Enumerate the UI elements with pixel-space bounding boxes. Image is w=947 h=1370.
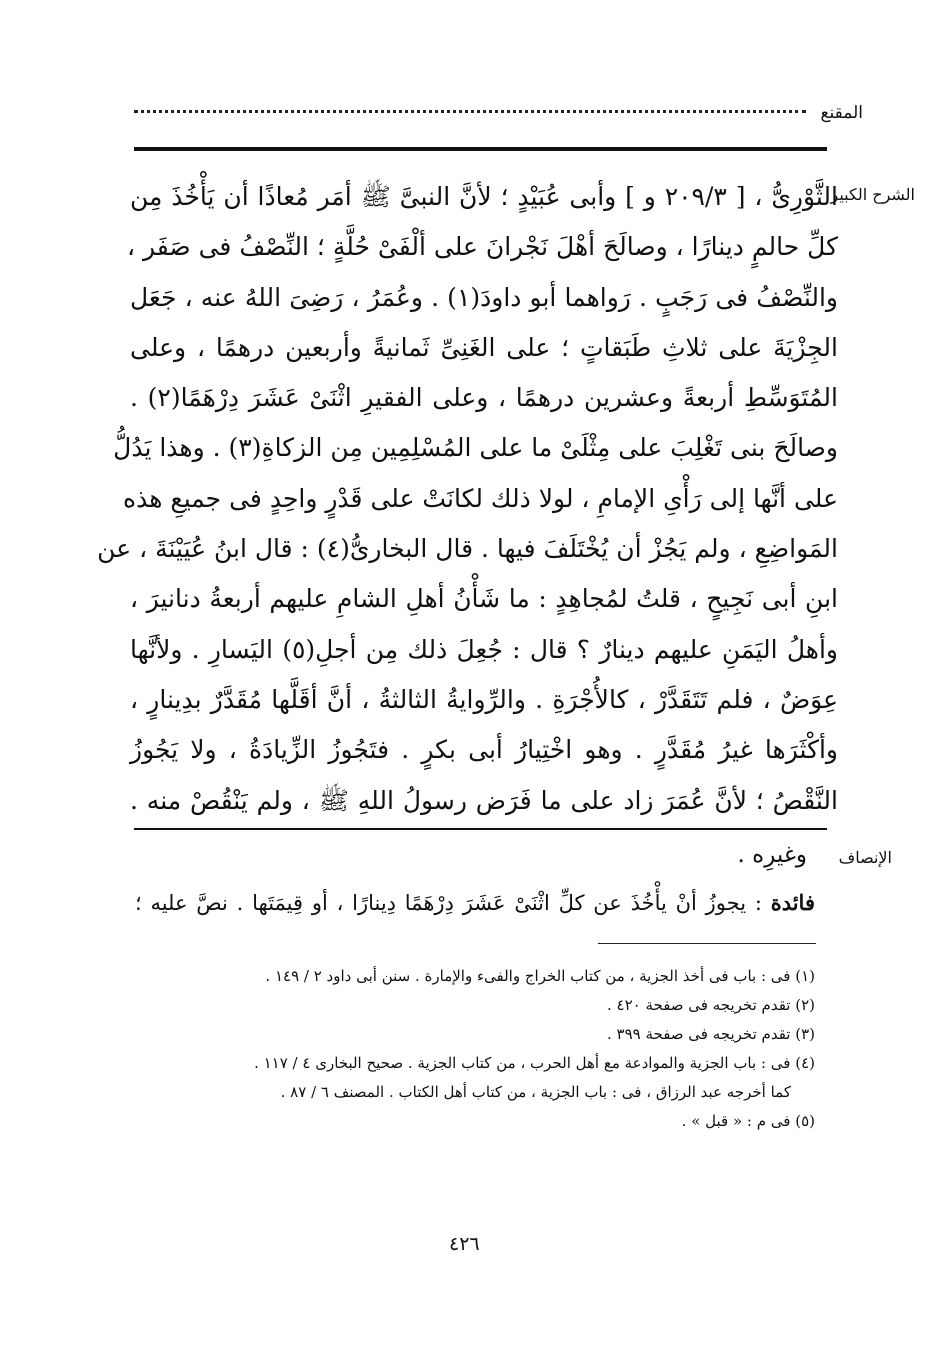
text-line: وصالَحَ بنى تَغْلِبَ على مِثْلَىْ ما على المُسْلِمِين مِن الزكاةِ(٣) . وهذا يَدُلُّ bbox=[113, 433, 838, 463]
faida-label: فائدة bbox=[770, 890, 815, 915]
footnote: (٥) فى م : « قبل » . bbox=[681, 1112, 815, 1130]
side-label-sharh: الشرح الكبير bbox=[830, 185, 915, 204]
text-line: وأكْثَرَها غيرُ مُقَدَّرٍ . وهو اخْتِيارُ أبى بكرٍ . فتَجُوزُ الزِّيادَةُ ، ولا يَجُوزُ bbox=[130, 735, 838, 765]
text-line: المَواضِعِ ، ولم يَجُزْ أن يُخْتَلَفَ فيها . قال البخارىُّ(٤) : قال ابنُ عُيَيْنَةَ ، عن bbox=[97, 534, 838, 564]
section-divider bbox=[134, 828, 827, 830]
text-line: ابنِ أبى نَجِيحٍ ، قلتُ لمُجاهِدٍ : ما شَأْنُ أهلِ الشامِ عليهم أربعةُ دنانيرَ ، bbox=[130, 584, 838, 614]
text-line: المُتَوَسِّطِ أربعةً وعشرين درهمًا ، وعلى الفقيرِ اثْنَىْ عَشَرَ دِرْهَمًا(٢) . bbox=[130, 383, 838, 413]
side-label-insaf: الإنصاف bbox=[838, 848, 892, 867]
footnote-rule bbox=[598, 943, 816, 944]
footnote: (١) فى : باب فى أخذ الجزية ، من كتاب الخراج والفىء والإمارة . سنن أبى داود ٢ / ١٤٩ . bbox=[265, 967, 815, 985]
book-title: المقنع bbox=[820, 103, 863, 123]
text-line: الجِزْيَةَ على ثلاثِ طَبَقاتٍ ؛ على الغَنِىِّ ثَمانيةً وأربعين درهمًا ، وعلى bbox=[130, 332, 838, 362]
page-number: ٤٢٦ bbox=[449, 1233, 480, 1255]
header-dotted-leader bbox=[134, 110, 806, 113]
text-line: النَّقْصُ ؛ لأنَّ عُمَرَ زاد على ما فَرَض رسولُ اللهِ ﷺ ، ولم يَنْقُصْ منه . bbox=[130, 785, 838, 815]
header-rule bbox=[134, 147, 827, 151]
text-line: وأهلُ اليَمَنِ عليهم دينارٌ ؟ قال : جُعِلَ ذلك مِن أجلِ(٥) اليَسارِ . ولأنَّها bbox=[130, 634, 838, 664]
faida-text: : يجوزُ أنْ يأْخُذَ عن كلِّ اثْنَىْ عَشَرَ دِرْهَمًا دِينارًا ، أو قِيمَتَها . نصَّ عليه ؛ bbox=[135, 891, 762, 915]
footnote: (٤) فى : باب الجزية والموادعة مع أهل الحرب ، من كتاب الجزية . صحيح البخارى ٤ / ١١٧ . bbox=[254, 1054, 815, 1072]
insaf-text: وغيرِه . bbox=[737, 842, 807, 868]
text-line: عِوَضٌ ، فلم تَتَقَدَّرْ ، كالأُجْرَةِ . والرِّوايةُ الثالثةُ ، أنَّ أقَلَّها مُقَدَّرٌ بدِينارٍ ، bbox=[130, 684, 838, 714]
footnotes bbox=[195, 962, 815, 1136]
text-line: على أنَّها إلى رَأْىِ الإمامِ ، لولا ذلك لكانَتْ على قَدْرٍ واحِدٍ فى جميعِ هذه bbox=[123, 483, 838, 513]
footnote: (٣) تقدم تخريجه فى صفحة ٣٩٩ . bbox=[606, 1025, 815, 1043]
footnote: (٢) تقدم تخريجه فى صفحة ٤٢٠ . bbox=[606, 996, 815, 1014]
footnote: كما أخرجه عبد الرزاق ، فى : باب الجزية ، من كتاب أهل الكتاب . المصنف ٦ / ٨٧ . bbox=[280, 1083, 791, 1101]
text-line: كلِّ حالمٍ دينارًا ، وصالَحَ أهْلَ نَجْرانَ على ألْفَىْ حُلَّةٍ ؛ النِّصْفُ فى صَفَر ، bbox=[126, 232, 838, 262]
main-commentary-text bbox=[97, 172, 838, 826]
text-line: والنِّصْفُ فى رَجَبٍ . رَواهما أبو داودَ(١) . وعُمَرُ ، رَضِىَ اللهُ عنه ، جَعَل bbox=[130, 282, 838, 312]
text-line: الثَّوْرِىُّ ، [ ٢٠٩/٣ و ] وأبى عُبَيْدٍ ؛ لأنَّ النبىَّ ﷺ أمَر مُعاذًا أن يَأْخُذَ مِن bbox=[130, 182, 838, 211]
faida-paragraph bbox=[135, 890, 815, 915]
